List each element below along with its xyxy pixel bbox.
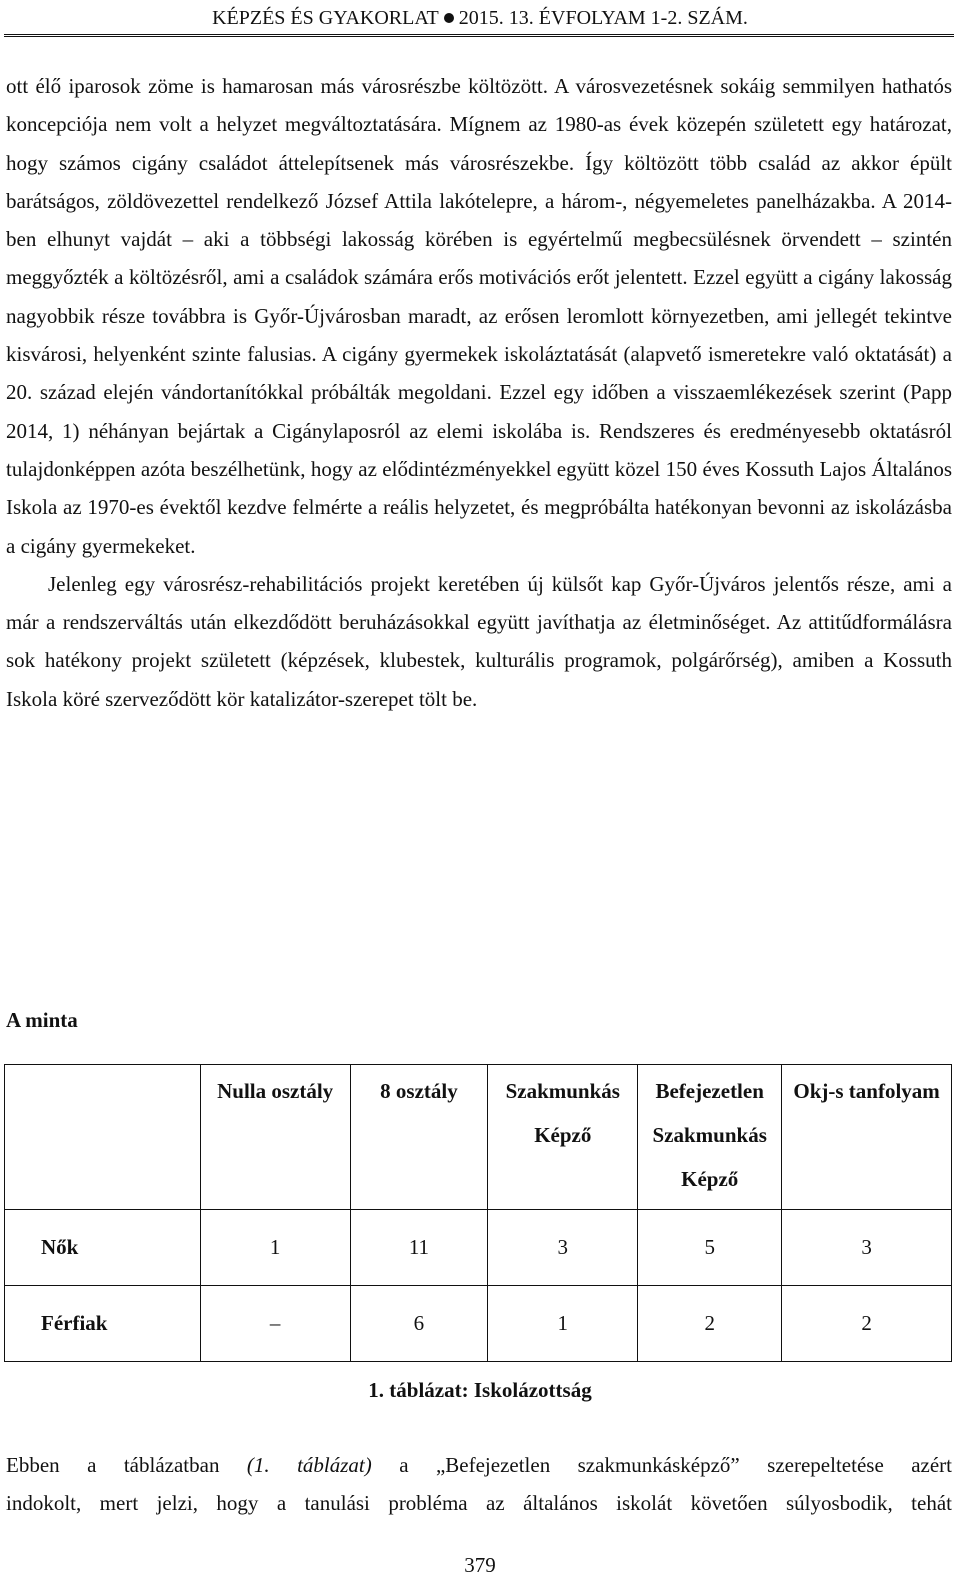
table-row bbox=[5, 1286, 952, 1362]
header-journal-title: KÉPZÉS ÉS GYAKORLAT bbox=[212, 7, 439, 29]
table-header-cell: Befejezetlen Szakmunkás Képző bbox=[638, 1065, 782, 1210]
header-divider bbox=[4, 34, 954, 37]
text-fragment: Ebben a táblázatban bbox=[6, 1453, 247, 1477]
article-body bbox=[6, 67, 952, 718]
table-cell: 1 bbox=[200, 1210, 350, 1286]
table-cell: 3 bbox=[782, 1210, 952, 1286]
section-title: A minta bbox=[6, 1008, 78, 1032]
continuation-line-2: indokolt, mert jelzi, hogy a tanulási probléma az általános iskolát követően súlyosbodik, tehát bbox=[6, 1491, 952, 1516]
table-cell: 2 bbox=[782, 1286, 952, 1362]
header-volume: 2015. 13. ÉVFOLYAM 1-2. SZÁM. bbox=[458, 7, 748, 29]
row-label: Nők bbox=[5, 1210, 201, 1286]
page-number: 379 bbox=[464, 1553, 496, 1577]
table-header-cell: Szakmunkás Képző bbox=[488, 1065, 638, 1210]
table-cell: 1 bbox=[488, 1286, 638, 1362]
continuation-text bbox=[6, 1446, 952, 1523]
table-caption: 1. táblázat: Iskolázottság bbox=[368, 1378, 592, 1402]
education-table bbox=[4, 1064, 952, 1362]
bullet-icon bbox=[444, 13, 454, 23]
table-cell: 11 bbox=[350, 1210, 488, 1286]
table-cell: 6 bbox=[350, 1286, 488, 1362]
table-header-cell bbox=[5, 1065, 201, 1210]
table-cell: 3 bbox=[488, 1210, 638, 1286]
paragraph-2: Jelenleg egy városrész-rehabilitációs projekt keretében új külsőt kap Győr-Újváros jelentős része, ami a már a rendszerváltás után elkezdődött beruházásokkal együtt javíthatja az életminőséget. Az attitűdformálásra sok hatékony projekt született (képzések, klubestek, kulturális programok, polgárőrség), amiben a Kossuth Iskola köré szerveződött kör katalizátor-szerepet tölt be. bbox=[6, 571, 952, 711]
table-header-cell: 8 osztály bbox=[350, 1065, 488, 1210]
text-fragment: a „Befejezetlen szakmunkásképző” szerepeltetése azért bbox=[371, 1453, 952, 1477]
table-cell: 5 bbox=[638, 1210, 782, 1286]
table-header-cell: Nulla osztály bbox=[200, 1065, 350, 1210]
continuation-line-1 bbox=[6, 1446, 952, 1484]
table-reference: (1. táblázat) bbox=[246, 1453, 372, 1477]
table-header-cell: Okj-s tanfolyam bbox=[782, 1065, 952, 1210]
table-cell: 2 bbox=[638, 1286, 782, 1362]
table-cell: – bbox=[200, 1286, 350, 1362]
table-header-row bbox=[5, 1065, 952, 1210]
row-label: Férfiak bbox=[5, 1286, 201, 1362]
paragraph-1: ott élő iparosok zöme is hamarosan más városrészbe költözött. A városvezetésnek sokáig semmilyen hathatós koncepciója nem volt a helyzet megváltoztatására. Mígnem az 1980-as évek közepén született egy határozat, hogy számos cigány családot áttelepítsenek más városrészekbe. Így költözött több család az akkor épült barátságos, zöldövezettel rendelkező József Attila lakótelepre, a három-, négyemeletes panelházakba. A 2014-ben elhunyt vajdát – aki a többségi lakosság körében is egyértelmű megbecsülésnek örvendett – szintén meggyőzték a költözésről, ami a családok számára erős motivációs erőt jelentett. Ezzel együtt a cigány lakosság nagyobbik része továbbra is Győr-Újvárosban maradt, az erősen leromlott környezetben, ami jellegét tekintve kisvárosi, helyenként szinte falusias. A cigány gyermekek iskoláztatását (alapvető ismeretekre való oktatását) a 20. század elején vándortanítókkal próbálták megoldani. Ezzel egy időben a visszaemlékezések szerint (Papp 2014, 1) néhányan bejártak a Cigánylaposról az elemi iskolába is. Rendszeres és eredményesebb oktatásról tulajdonképpen azóta beszélhetünk, hogy az elődintézményekkel együtt közel 150 éves Kossuth Lajos Általános Iskola az 1970-es évektől kezdve felmérte a reális helyzetet, és megpróbálta hatékonyan bevonni az iskolázásba a cigány gyermekeket. bbox=[6, 74, 952, 558]
journal-header bbox=[0, 6, 960, 30]
table-row bbox=[5, 1210, 952, 1286]
